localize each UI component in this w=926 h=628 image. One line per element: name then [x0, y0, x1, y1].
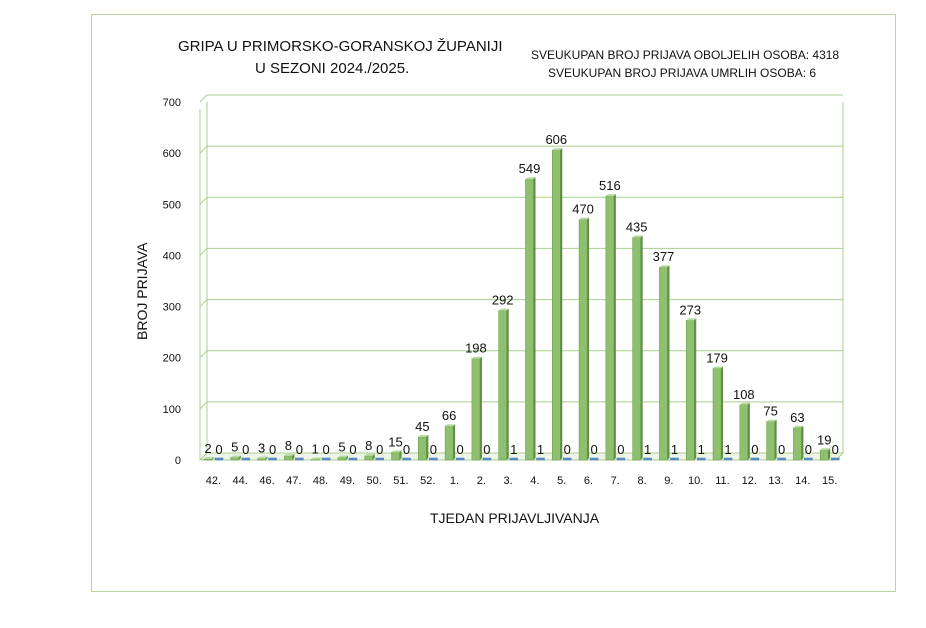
bar-cases — [472, 359, 480, 460]
label-deaths: 0 — [617, 442, 625, 457]
label-cases: 19 — [816, 432, 832, 448]
x-tick-label: 6. — [583, 475, 594, 487]
bar-cases-side — [587, 218, 589, 460]
label-cases: 66 — [441, 408, 457, 424]
bar-cases-side — [667, 265, 669, 460]
label-cases: 198 — [465, 340, 487, 356]
y-tick-label: 700 — [162, 97, 181, 109]
label-deaths: 0 — [322, 442, 330, 457]
gridline-depth — [200, 197, 207, 204]
bar-cases-side — [801, 426, 803, 460]
x-tick-label: 52. — [420, 475, 436, 487]
gridline-depth — [200, 402, 207, 409]
bar-cases — [338, 457, 346, 460]
bar-cases — [579, 220, 587, 460]
x-tick-label: 42. — [205, 475, 222, 487]
x-tick-label: 2. — [476, 475, 486, 487]
label-cases: 5 — [338, 439, 346, 455]
y-axis-label: BROJ PRIJAVA — [134, 242, 150, 340]
plot-left-wall — [200, 102, 207, 460]
label-deaths: 0 — [402, 442, 411, 457]
bar-cases-side — [641, 236, 643, 460]
label-deaths: 0 — [349, 442, 357, 457]
bar-deaths — [724, 458, 732, 460]
total-cases-annotation: SVEUKUPAN BROJ PRIJAVA OBOLJELIH OSOBA: 4318 — [531, 48, 840, 62]
label-cases: 435 — [625, 219, 648, 235]
label-cases: 606 — [545, 132, 568, 148]
y-tick-label: 100 — [162, 403, 181, 416]
label-cases: 179 — [706, 350, 728, 366]
bar-deaths — [617, 458, 625, 460]
bar-cases-side — [560, 148, 562, 460]
bar-deaths — [537, 458, 545, 460]
x-tick-label: 46. — [259, 475, 275, 487]
bar-cases — [311, 459, 319, 460]
x-tick-label: 47. — [286, 475, 302, 487]
label-cases: 2 — [204, 440, 212, 456]
bar-cases — [740, 405, 748, 460]
x-tick-label: 8. — [637, 475, 647, 487]
bar-cases — [284, 456, 292, 460]
bar-deaths — [456, 458, 464, 460]
label-deaths: 0 — [429, 442, 437, 457]
bar-deaths — [403, 458, 411, 460]
label-cases: 549 — [518, 161, 541, 177]
y-tick-label: 400 — [162, 250, 181, 263]
bar-cases-side — [828, 448, 830, 460]
label-deaths: 0 — [268, 442, 277, 457]
x-tick-label: 44. — [232, 475, 248, 487]
x-tick-label: 14. — [795, 475, 811, 487]
bar-cases — [365, 456, 373, 460]
bar-cases-side — [694, 318, 696, 460]
bar-cases — [258, 458, 266, 460]
label-cases: 470 — [572, 201, 594, 217]
bar-deaths — [563, 458, 571, 460]
x-tick-label: 5. — [557, 475, 567, 487]
gridline-depth — [200, 248, 207, 255]
bar-deaths — [831, 458, 839, 460]
bar-deaths — [697, 458, 705, 460]
label-deaths: 1 — [510, 442, 518, 457]
bar-deaths — [242, 458, 250, 460]
label-cases: 75 — [763, 403, 778, 419]
bar-deaths — [322, 458, 330, 460]
y-tick-label: 600 — [162, 148, 181, 161]
x-tick-label: 7. — [610, 475, 620, 487]
label-deaths: 0 — [242, 442, 250, 457]
gridline-depth — [200, 300, 207, 307]
bar-cases — [793, 428, 801, 460]
x-tick-label: 10. — [687, 475, 704, 487]
label-cases: 273 — [679, 302, 702, 318]
bar-cases — [392, 452, 400, 460]
label-cases: 8 — [284, 437, 292, 453]
label-deaths: 1 — [724, 442, 732, 457]
x-tick-label: 1. — [449, 475, 460, 487]
bar-cases — [713, 368, 721, 460]
label-cases: 516 — [599, 178, 621, 194]
label-cases: 292 — [491, 292, 514, 308]
bar-deaths — [670, 458, 678, 460]
x-tick-label: 50. — [366, 475, 382, 487]
label-cases: 63 — [790, 409, 805, 425]
total-deaths-annotation: SVEUKUPAN BROJ PRIJAVA UMRLIH OSOBA: 6 — [548, 66, 817, 80]
y-tick-label: 300 — [162, 301, 181, 314]
label-cases: 3 — [257, 440, 266, 456]
label-cases: 5 — [231, 439, 239, 455]
label-deaths: 0 — [295, 442, 303, 457]
bar-deaths — [804, 458, 812, 460]
gridline-depth — [200, 146, 207, 153]
bar-cases — [767, 422, 775, 460]
bar-cases — [204, 459, 212, 460]
x-tick-label: 4. — [530, 475, 540, 487]
bar-deaths — [483, 458, 491, 460]
bar-cases — [552, 150, 560, 460]
bar-cases-side — [614, 194, 616, 460]
bar-cases — [418, 437, 426, 460]
bar-deaths — [429, 458, 437, 460]
x-tick-label: 9. — [664, 475, 674, 487]
bar-cases — [526, 179, 534, 460]
bar-cases — [606, 196, 614, 460]
label-deaths: 0 — [483, 442, 491, 457]
y-tick-label: 0 — [174, 455, 181, 467]
x-axis-label: TJEDAN PRIJAVLJIVANJA — [430, 510, 600, 526]
bar-cases — [445, 426, 453, 460]
label-deaths: 0 — [778, 442, 786, 457]
bar-cases-side — [775, 420, 777, 460]
x-tick-label: 13. — [768, 475, 784, 487]
bar-deaths — [644, 458, 652, 460]
label-deaths: 0 — [215, 442, 223, 457]
bar-deaths — [269, 458, 277, 460]
gridline-depth — [200, 351, 207, 358]
bar-deaths — [376, 458, 384, 460]
bar-cases — [820, 450, 828, 460]
bar-deaths — [295, 458, 303, 460]
label-deaths: 1 — [697, 442, 705, 457]
label-cases: 8 — [365, 437, 373, 453]
bar-deaths — [590, 458, 598, 460]
label-deaths: 1 — [536, 442, 545, 457]
label-cases: 45 — [415, 418, 430, 434]
x-tick-label: 49. — [339, 475, 356, 487]
label-cases: 377 — [652, 249, 675, 265]
chart-title-line-1: GRIPA U PRIMORSKO-GORANSKOJ ŽUPANIJI — [178, 38, 503, 55]
x-tick-label: 15. — [821, 475, 838, 487]
bar-cases-side — [426, 435, 428, 460]
label-deaths: 1 — [644, 442, 652, 457]
bar-deaths — [751, 458, 759, 460]
label-cases: 15 — [388, 434, 403, 450]
x-tick-label: 51. — [393, 475, 409, 487]
bar-deaths — [778, 458, 786, 460]
bar-cases-side — [480, 357, 482, 460]
y-tick-label: 500 — [162, 199, 181, 212]
bar-cases-side — [507, 309, 509, 460]
label-cases: 1 — [311, 441, 319, 457]
x-tick-label: 11. — [715, 475, 730, 487]
label-deaths: 0 — [456, 442, 464, 457]
bar-deaths — [215, 458, 223, 460]
bar-deaths — [510, 458, 518, 460]
bar-cases — [659, 267, 667, 460]
label-deaths: 0 — [804, 442, 813, 457]
bar-cases-side — [721, 366, 723, 460]
label-deaths: 0 — [376, 442, 384, 457]
bar-cases — [499, 311, 507, 460]
label-deaths: 0 — [563, 442, 571, 457]
bar-cases-side — [534, 177, 536, 460]
bar-cases — [231, 457, 239, 460]
label-deaths: 0 — [590, 442, 598, 457]
label-deaths: 0 — [751, 442, 759, 457]
bar-cases-side — [748, 403, 750, 460]
bar-cases — [686, 320, 694, 460]
label-deaths: 1 — [670, 442, 679, 457]
chart-title-line-2: U SEZONI 2024./2025. — [255, 60, 410, 77]
bar-cases — [633, 238, 641, 460]
bar-cases-side — [453, 424, 455, 460]
gridline-depth — [200, 95, 207, 102]
x-tick-label: 3. — [503, 475, 513, 487]
bar-deaths — [349, 458, 357, 460]
label-deaths: 0 — [831, 442, 839, 457]
y-tick-label: 200 — [162, 352, 181, 365]
x-tick-label: 48. — [312, 475, 329, 487]
x-tick-label: 12. — [741, 475, 757, 487]
label-cases: 108 — [732, 386, 755, 402]
